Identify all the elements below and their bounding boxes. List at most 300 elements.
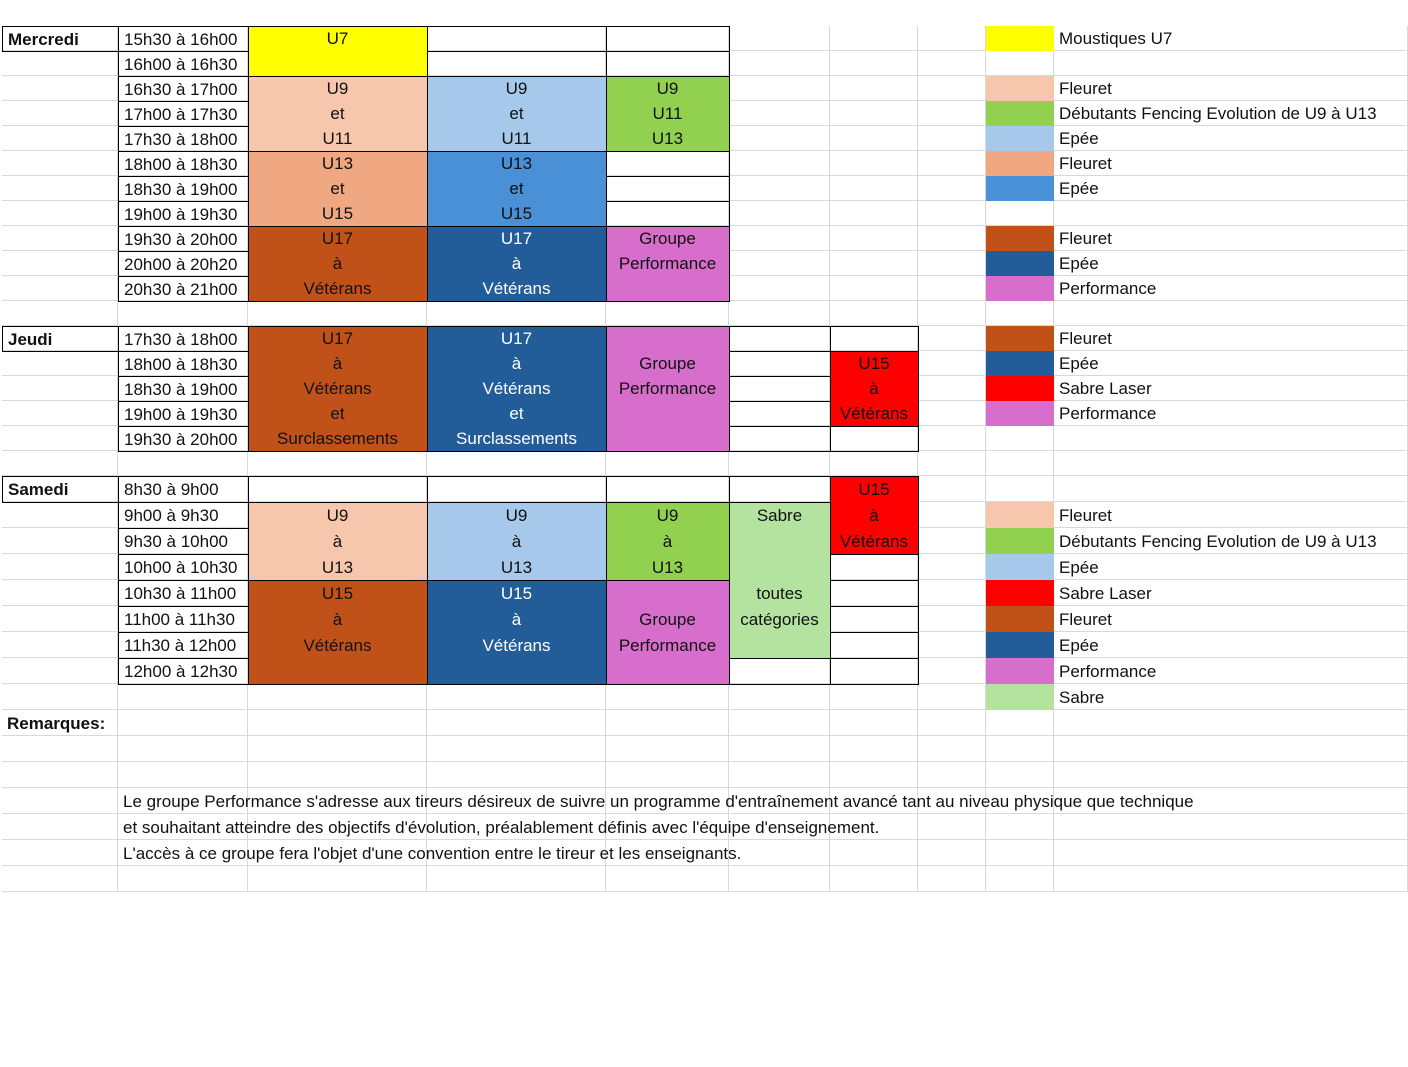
empty-cell: [427, 476, 607, 503]
grid-cell[interactable]: [1054, 51, 1408, 76]
block-label: à: [332, 254, 343, 273]
grid-cell[interactable]: [918, 632, 986, 658]
empty-cell: [606, 476, 730, 503]
grid-cell[interactable]: [729, 126, 830, 151]
legend-swatch: [986, 176, 1054, 201]
grid-cell[interactable]: [918, 301, 986, 326]
empty-cell: [427, 51, 607, 77]
grid-cell[interactable]: [918, 276, 986, 301]
grid-cell[interactable]: [918, 606, 986, 632]
grid-cell[interactable]: [606, 301, 729, 326]
grid-cell[interactable]: [729, 51, 830, 76]
grid-cell[interactable]: [2, 426, 118, 451]
grid-cell[interactable]: [918, 26, 986, 51]
block-u7-label: U7: [326, 29, 349, 48]
legend-swatch: [986, 684, 1054, 710]
grid-cell[interactable]: [118, 762, 248, 788]
block-label: U15: [321, 204, 354, 223]
grid-cell[interactable]: [1054, 426, 1408, 451]
time-slot: 12h00 à 12h30: [118, 658, 249, 685]
grid-cell[interactable]: [248, 866, 427, 892]
block-label: et: [330, 404, 345, 423]
grid-cell[interactable]: [2, 151, 118, 176]
grid-cell[interactable]: [729, 451, 830, 476]
grid-cell[interactable]: [427, 762, 606, 788]
block-label: Groupe: [639, 609, 696, 629]
grid-cell[interactable]: [830, 840, 918, 866]
block-label: U9: [505, 79, 528, 98]
grid-cell[interactable]: [830, 26, 918, 51]
block-label: U13: [651, 557, 684, 577]
grid-cell[interactable]: [830, 201, 918, 226]
grid-cell[interactable]: [918, 326, 986, 351]
grid-cell[interactable]: [830, 710, 918, 736]
grid-cell[interactable]: [830, 451, 918, 476]
grid-cell[interactable]: [606, 866, 729, 892]
time-slot: 19h00 à 19h30: [118, 201, 249, 227]
legend-swatch: [986, 126, 1054, 151]
block-label: U17: [321, 329, 354, 348]
block-label: et: [330, 179, 345, 198]
grid-cell[interactable]: [918, 580, 986, 606]
time-slot: 17h30 à 18h00: [118, 126, 249, 152]
block-label: Vétérans: [482, 279, 551, 298]
empty-cell: [729, 476, 831, 503]
time-slot: 18h00 à 18h30: [118, 351, 249, 377]
block-label: Groupe: [639, 229, 696, 248]
grid-cell[interactable]: [2, 866, 118, 892]
empty-cell: [606, 201, 730, 227]
day-label-samedi: Samedi: [2, 476, 119, 503]
empty-cell: [248, 476, 428, 503]
grid-cell[interactable]: [918, 814, 986, 840]
grid-cell[interactable]: [248, 710, 427, 736]
day-label-mercredi: Mercredi: [2, 26, 119, 52]
block-label: à: [511, 609, 522, 629]
grid-cell[interactable]: [986, 840, 1054, 866]
empty-cell: [729, 426, 831, 452]
time-slot: 17h00 à 17h30: [118, 101, 249, 127]
grid-cell[interactable]: [118, 451, 248, 476]
time-slot: 20h30 à 21h00: [118, 276, 249, 302]
grid-cell[interactable]: [606, 762, 729, 788]
grid-cell[interactable]: [606, 684, 729, 710]
block-label: et: [509, 404, 524, 423]
legend-swatch: [986, 351, 1054, 376]
grid-cell[interactable]: [729, 301, 830, 326]
legend-label: Performance: [1059, 404, 1157, 423]
grid-cell[interactable]: [427, 451, 606, 476]
grid-cell[interactable]: [918, 684, 986, 710]
grid-cell[interactable]: [118, 301, 248, 326]
block-label: Performance: [618, 254, 717, 273]
grid-cell[interactable]: [2, 658, 118, 684]
grid-cell[interactable]: [918, 762, 986, 788]
grid-cell[interactable]: [248, 301, 427, 326]
legend-label: Fleuret: [1059, 229, 1112, 248]
grid-cell[interactable]: [1054, 451, 1408, 476]
grid-cell[interactable]: [2, 814, 118, 840]
remarks-title: Remarques:: [7, 713, 106, 733]
time-slot: 10h00 à 10h30: [118, 554, 249, 581]
grid-cell[interactable]: [2, 554, 118, 580]
grid-cell[interactable]: [2, 528, 118, 554]
grid-cell[interactable]: [118, 736, 248, 762]
grid-cell[interactable]: [986, 201, 1054, 226]
grid-cell[interactable]: [2, 76, 118, 101]
grid-cell[interactable]: [918, 476, 986, 502]
block-label: U13: [321, 154, 354, 173]
block-label: à: [869, 379, 879, 398]
block-label: Vétérans: [482, 635, 551, 655]
grid-cell[interactable]: [918, 226, 986, 251]
block-label: U15: [858, 479, 890, 499]
grid-cell[interactable]: [2, 126, 118, 151]
empty-cell: [606, 26, 730, 52]
grid-cell[interactable]: [2, 401, 118, 426]
block-label: à: [332, 531, 343, 551]
grid-cell[interactable]: [427, 684, 606, 710]
empty-cell: [729, 376, 831, 402]
legend-swatch: [986, 401, 1054, 426]
legend-swatch: [986, 658, 1054, 684]
empty-cell: [830, 580, 919, 607]
grid-cell[interactable]: [918, 401, 986, 426]
grid-cell[interactable]: [1054, 762, 1408, 788]
grid-cell[interactable]: [918, 426, 986, 451]
legend-label: Epée: [1059, 129, 1099, 148]
block-label: U9: [505, 505, 528, 525]
grid-cell[interactable]: [2, 788, 118, 814]
grid-cell[interactable]: [830, 276, 918, 301]
legend-swatch: [986, 606, 1054, 632]
grid-cell[interactable]: [830, 684, 918, 710]
grid-cell[interactable]: [729, 736, 830, 762]
grid-cell[interactable]: [729, 710, 830, 736]
grid-cell[interactable]: [729, 762, 830, 788]
grid-cell[interactable]: [918, 201, 986, 226]
legend-swatch: [986, 502, 1054, 528]
grid-cell[interactable]: [1054, 814, 1408, 840]
block-label: Sabre: [756, 505, 803, 525]
grid-cell[interactable]: [2, 451, 118, 476]
grid-cell[interactable]: [1054, 736, 1408, 762]
grid-cell[interactable]: [2, 684, 118, 710]
block-label: U17: [321, 229, 354, 248]
grid-cell[interactable]: [2, 580, 118, 606]
block-label: U9: [326, 505, 349, 525]
legend-label: Performance: [1059, 279, 1157, 298]
empty-cell: [606, 176, 730, 202]
grid-cell[interactable]: [918, 502, 986, 528]
block-label: à: [511, 354, 522, 373]
time-slot: 18h30 à 19h00: [118, 176, 249, 202]
grid-cell[interactable]: [729, 251, 830, 276]
time-slot: 16h30 à 17h00: [118, 76, 249, 102]
grid-cell[interactable]: [830, 101, 918, 126]
block-label: Vétérans: [303, 635, 372, 655]
grid-cell[interactable]: [606, 451, 729, 476]
grid-cell[interactable]: [729, 76, 830, 101]
grid-cell[interactable]: [118, 710, 248, 736]
grid-cell[interactable]: [248, 451, 427, 476]
grid-cell[interactable]: [729, 684, 830, 710]
grid-cell[interactable]: [118, 866, 248, 892]
legend-label: Epée: [1059, 254, 1099, 273]
legend-label: Moustiques U7: [1059, 29, 1173, 48]
empty-cell: [830, 606, 919, 633]
empty-cell: [729, 326, 831, 352]
block-label: U11: [322, 129, 353, 148]
block-label: Performance: [618, 379, 717, 398]
grid-cell[interactable]: [729, 151, 830, 176]
grid-cell[interactable]: [986, 866, 1054, 892]
grid-cell[interactable]: [729, 176, 830, 201]
legend-label: Débutants Fencing Evolution de U9 à U13: [1059, 531, 1377, 551]
grid-cell[interactable]: [918, 126, 986, 151]
grid-cell[interactable]: [427, 710, 606, 736]
grid-cell[interactable]: [986, 476, 1054, 502]
legend-swatch: [986, 276, 1054, 301]
grid-cell[interactable]: [1054, 201, 1408, 226]
block-label: U13: [500, 557, 533, 577]
empty-cell: [427, 26, 607, 52]
grid-cell[interactable]: [830, 176, 918, 201]
grid-cell[interactable]: [986, 51, 1054, 76]
grid-cell[interactable]: [2, 502, 118, 528]
grid-cell[interactable]: [918, 736, 986, 762]
legend-swatch: [986, 528, 1054, 554]
grid-cell[interactable]: [830, 301, 918, 326]
block-label: U9: [656, 79, 679, 98]
block-label: Surclassements: [456, 429, 577, 448]
block-label: catégories: [740, 609, 819, 629]
legend-label: Epée: [1059, 635, 1099, 655]
block-label: à: [511, 531, 522, 551]
grid-cell[interactable]: [830, 251, 918, 276]
block-label: U9: [326, 79, 349, 98]
grid-cell[interactable]: [427, 866, 606, 892]
grid-cell[interactable]: [830, 736, 918, 762]
block-label: Vétérans: [482, 379, 551, 398]
block-label: U17: [500, 229, 533, 248]
grid-cell[interactable]: [2, 201, 118, 226]
grid-cell[interactable]: [830, 126, 918, 151]
grid-cell[interactable]: [830, 866, 918, 892]
grid-cell[interactable]: [2, 51, 118, 76]
empty-cell: [729, 401, 831, 427]
grid-cell[interactable]: [1054, 840, 1408, 866]
grid-cell[interactable]: [830, 151, 918, 176]
block-label: et: [330, 104, 345, 123]
time-slot: 19h30 à 20h00: [118, 426, 249, 452]
grid-cell[interactable]: [918, 840, 986, 866]
legend-swatch: [986, 326, 1054, 351]
block-label: à: [332, 354, 343, 373]
block-label: Vétérans: [303, 379, 372, 398]
time-slot: 19h30 à 20h00: [118, 226, 249, 252]
grid-cell[interactable]: [606, 736, 729, 762]
grid-cell[interactable]: [2, 276, 118, 301]
block-label: U13: [321, 557, 354, 577]
block-label: U11: [652, 104, 683, 123]
time-slot: 16h00 à 16h30: [118, 51, 249, 77]
block-label: Performance: [618, 635, 717, 655]
legend-label: Sabre Laser: [1059, 379, 1152, 398]
legend-swatch: [986, 76, 1054, 101]
grid-cell[interactable]: [729, 866, 830, 892]
grid-cell[interactable]: [830, 226, 918, 251]
grid-cell[interactable]: [118, 684, 248, 710]
grid-cell[interactable]: [606, 710, 729, 736]
legend-swatch: [986, 151, 1054, 176]
grid-cell[interactable]: [2, 762, 118, 788]
grid-cell[interactable]: [918, 376, 986, 401]
time-slot: 15h30 à 16h00: [118, 26, 249, 52]
grid-cell[interactable]: [918, 351, 986, 376]
grid-cell[interactable]: [729, 101, 830, 126]
grid-cell[interactable]: [986, 762, 1054, 788]
empty-cell: [830, 426, 919, 452]
block-label: U15: [500, 583, 533, 603]
grid-cell[interactable]: [427, 301, 606, 326]
grid-cell[interactable]: [2, 101, 118, 126]
empty-cell: [729, 658, 831, 685]
block-label: U15: [500, 204, 533, 223]
grid-cell[interactable]: [1054, 301, 1408, 326]
empty-cell: [729, 351, 831, 377]
grid-cell[interactable]: [918, 101, 986, 126]
empty-cell: [830, 632, 919, 659]
grid-cell[interactable]: [2, 226, 118, 251]
grid-cell[interactable]: [986, 736, 1054, 762]
grid-cell[interactable]: [1054, 866, 1408, 892]
grid-cell[interactable]: [2, 606, 118, 632]
block-label: Vétérans: [303, 279, 372, 298]
grid-cell[interactable]: [918, 151, 986, 176]
grid-cell[interactable]: [2, 376, 118, 401]
legend-label: Epée: [1059, 557, 1099, 577]
grid-cell[interactable]: [830, 51, 918, 76]
grid-cell[interactable]: [2, 301, 118, 326]
legend-swatch: [986, 101, 1054, 126]
empty-cell: [830, 658, 919, 685]
time-slot: 18h30 à 19h00: [118, 376, 249, 402]
grid-cell[interactable]: [986, 814, 1054, 840]
grid-cell[interactable]: [830, 762, 918, 788]
grid-cell[interactable]: [918, 710, 986, 736]
block-label: U13: [500, 154, 533, 173]
grid-cell[interactable]: [729, 840, 830, 866]
grid-cell[interactable]: [986, 451, 1054, 476]
legend-label: Débutants Fencing Evolution de U9 à U13: [1059, 104, 1377, 123]
legend-swatch: [986, 554, 1054, 580]
legend-label: Epée: [1059, 354, 1099, 373]
legend-label: Epée: [1059, 179, 1099, 198]
grid-cell[interactable]: [248, 762, 427, 788]
grid-cell[interactable]: [918, 176, 986, 201]
time-slot: 18h00 à 18h30: [118, 151, 249, 177]
legend-label: Sabre: [1059, 687, 1105, 707]
block-label: Surclassements: [277, 429, 398, 448]
block-label: à: [662, 531, 673, 551]
block-label: Groupe: [639, 354, 696, 373]
time-slot: 19h00 à 19h30: [118, 401, 249, 427]
legend-swatch: [986, 376, 1054, 401]
grid-cell[interactable]: [918, 528, 986, 554]
grid-cell[interactable]: [729, 226, 830, 251]
time-slot: 8h30 à 9h00: [118, 476, 249, 503]
legend-swatch: [986, 251, 1054, 276]
time-slot: 20h00 à 20h20: [118, 251, 249, 277]
grid-cell[interactable]: [986, 301, 1054, 326]
legend-swatch: [986, 26, 1054, 51]
block-label: Vétérans: [839, 531, 909, 551]
grid-cell[interactable]: [729, 26, 830, 51]
grid-cell[interactable]: [427, 736, 606, 762]
block-label: à: [332, 609, 343, 629]
day-label-jeudi: Jeudi: [2, 326, 119, 352]
time-slot: 9h00 à 9h30: [118, 502, 249, 529]
block-label: Vétérans: [839, 404, 909, 423]
time-slot: 11h00 à 11h30: [118, 606, 249, 633]
grid-cell[interactable]: [2, 351, 118, 376]
grid-cell[interactable]: [986, 710, 1054, 736]
block-label: U11: [501, 129, 532, 148]
legend-swatch: [986, 226, 1054, 251]
legend-swatch: [986, 632, 1054, 658]
grid-cell[interactable]: [986, 426, 1054, 451]
remarks-line: L'accès à ce groupe fera l'objet d'une convention entre le tireur et les enseignants.: [123, 843, 742, 863]
legend-label: Fleuret: [1059, 329, 1112, 348]
grid-cell[interactable]: [918, 451, 986, 476]
legend-label: Fleuret: [1059, 505, 1112, 525]
grid-cell[interactable]: [2, 632, 118, 658]
grid-cell[interactable]: [2, 736, 118, 762]
block-label: à: [869, 505, 879, 525]
grid-cell[interactable]: [918, 554, 986, 580]
time-slot: 11h30 à 12h00: [118, 632, 249, 659]
block-label: U13: [651, 129, 684, 148]
block-label: toutes: [756, 583, 803, 603]
grid-cell[interactable]: [2, 176, 118, 201]
grid-cell[interactable]: [1054, 710, 1408, 736]
block-label: U15: [858, 354, 890, 373]
grid-cell[interactable]: [248, 684, 427, 710]
block-label: et: [509, 104, 524, 123]
grid-cell[interactable]: [918, 866, 986, 892]
legend-label: Fleuret: [1059, 79, 1112, 98]
grid-cell[interactable]: [729, 201, 830, 226]
time-slot: 17h30 à 18h00: [118, 326, 249, 352]
legend-label: Performance: [1059, 661, 1157, 681]
grid-cell[interactable]: [918, 658, 986, 684]
time-slot: 10h30 à 11h00: [118, 580, 249, 607]
grid-cell[interactable]: [918, 51, 986, 76]
block-label: U9: [656, 505, 679, 525]
legend-swatch: [986, 580, 1054, 606]
grid-cell[interactable]: [2, 251, 118, 276]
grid-cell[interactable]: [918, 76, 986, 101]
grid-cell[interactable]: [2, 840, 118, 866]
grid-cell[interactable]: [830, 76, 918, 101]
grid-cell[interactable]: [1054, 476, 1408, 502]
grid-cell[interactable]: [729, 276, 830, 301]
grid-cell[interactable]: [248, 736, 427, 762]
grid-cell[interactable]: [918, 251, 986, 276]
block-label: à: [511, 254, 522, 273]
empty-cell: [830, 326, 919, 352]
